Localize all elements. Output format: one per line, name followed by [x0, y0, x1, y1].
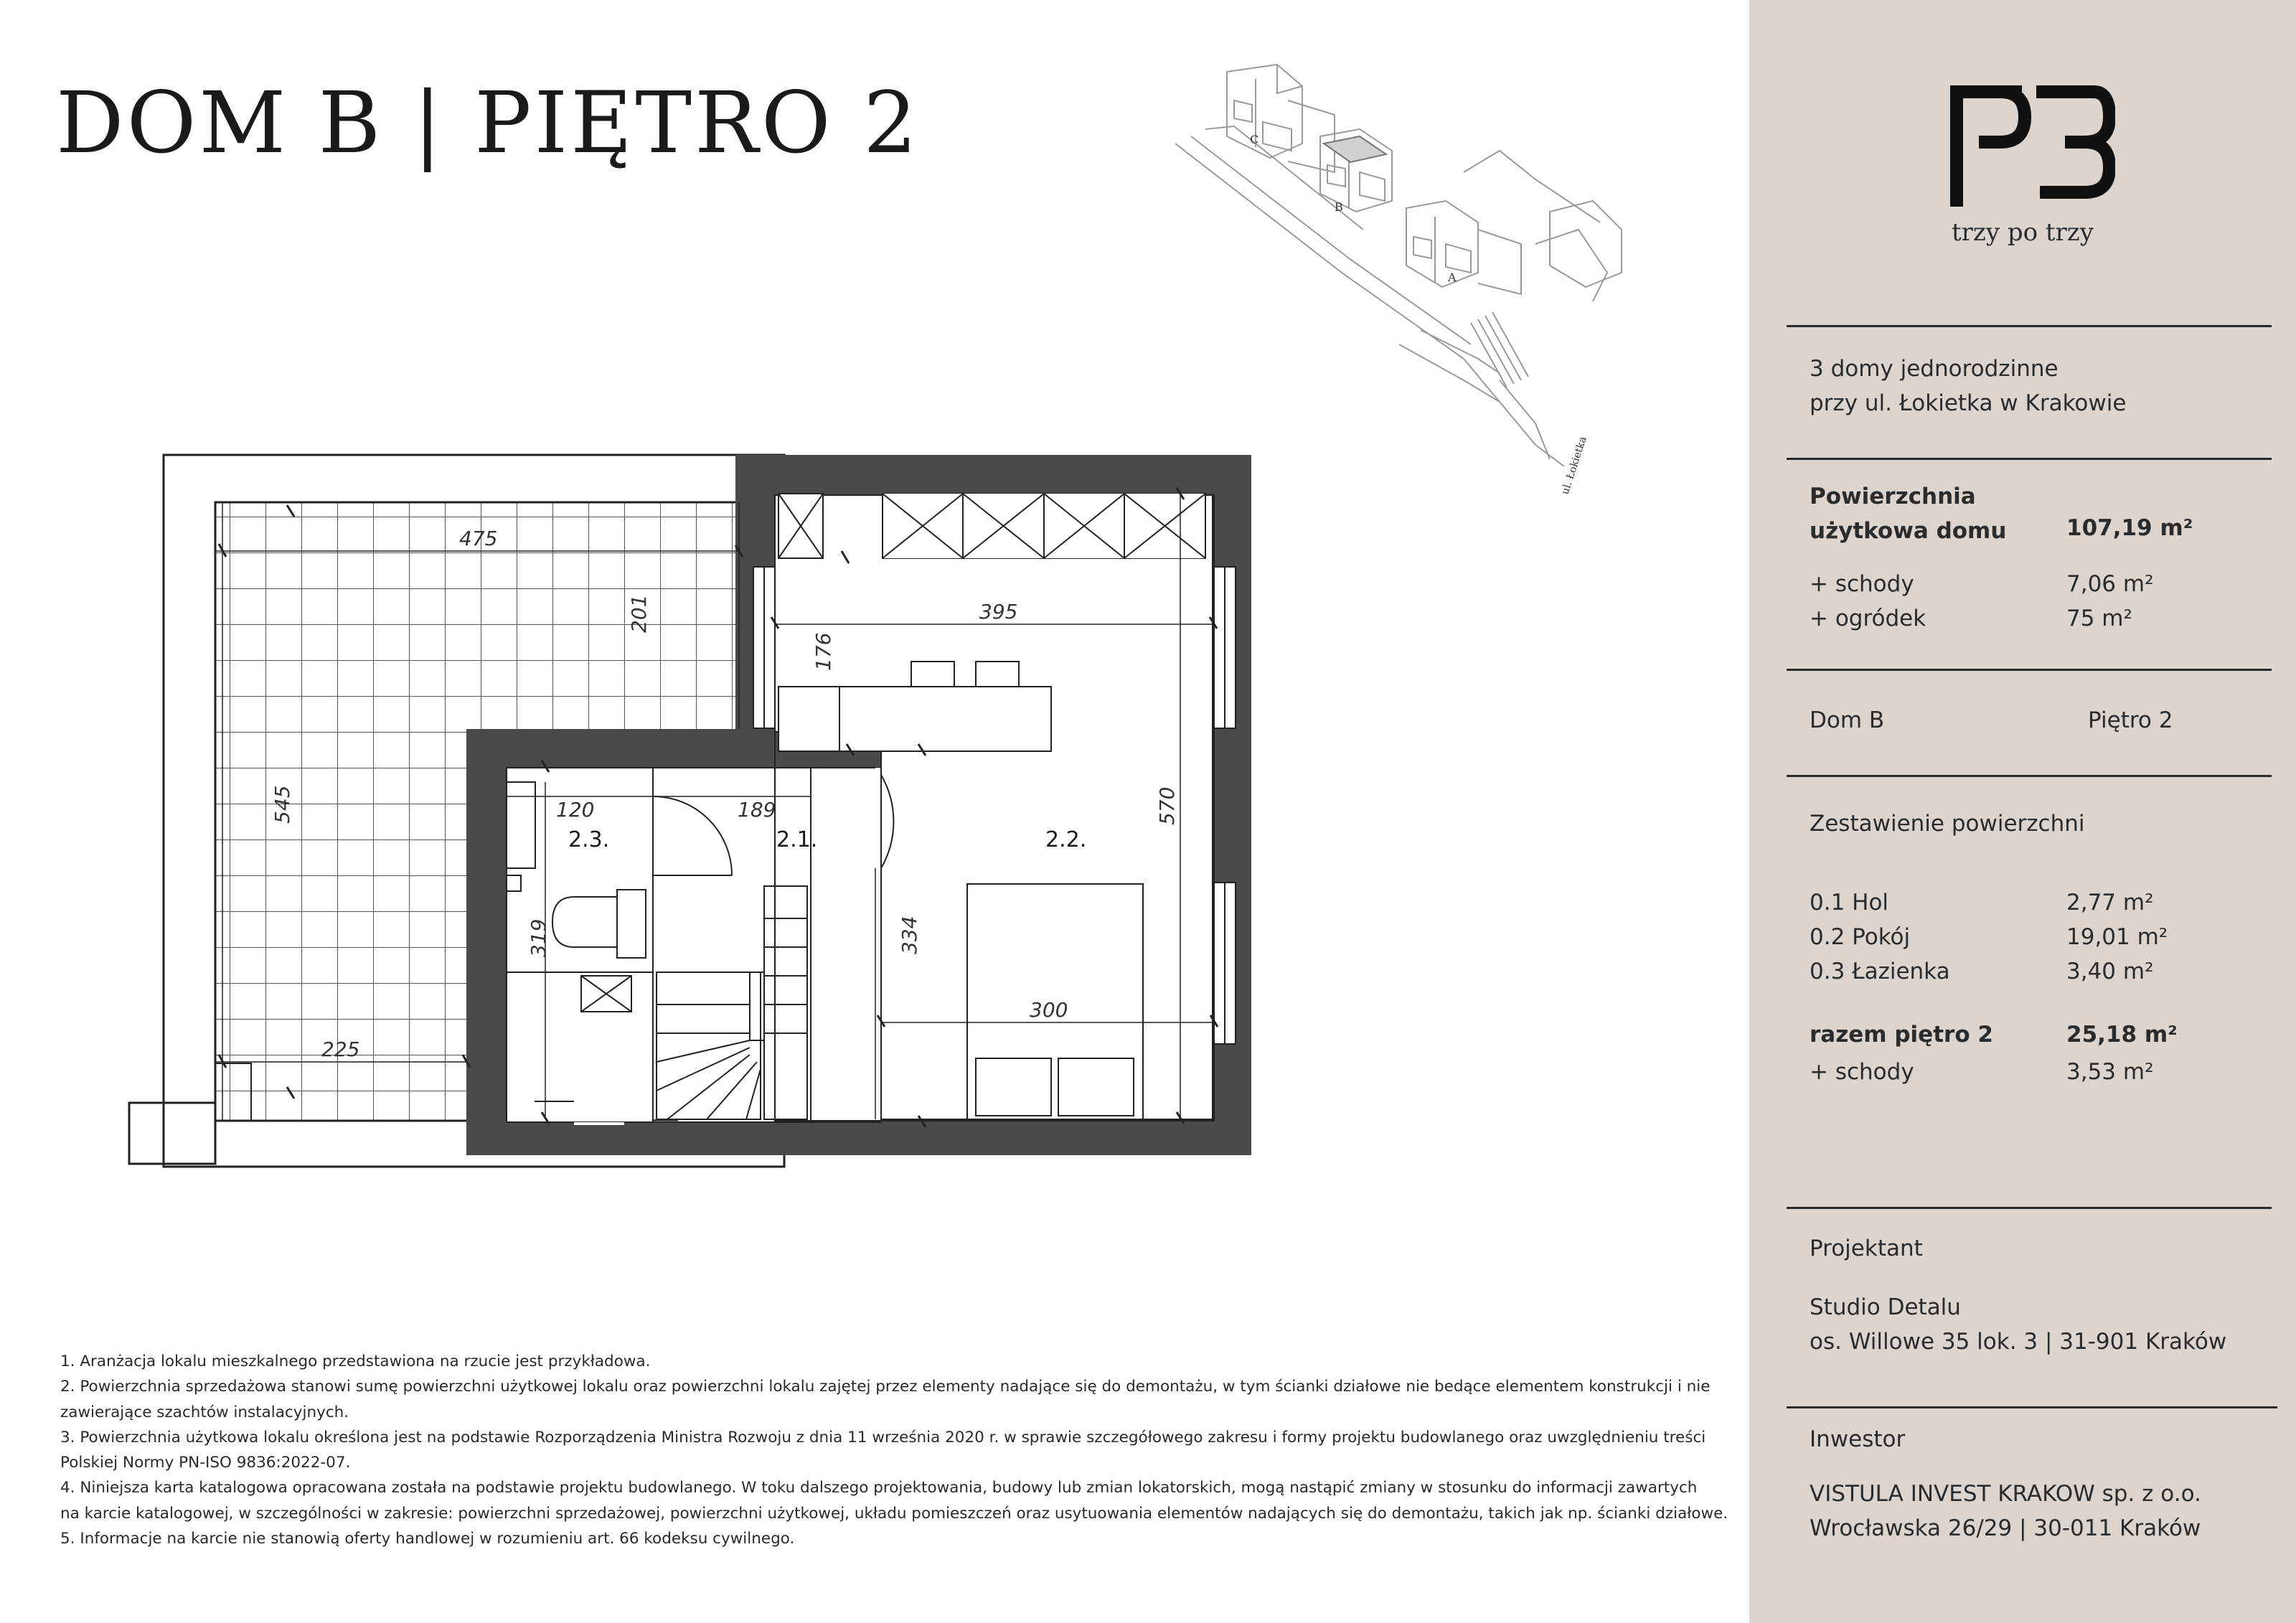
- room-area: 19,01 m²: [2066, 924, 2168, 950]
- dim-475: 475: [459, 527, 498, 550]
- note-line: na karcie katalogowej, w szczególności w zakresie: powierzchni sprzedażowej, powierzchni użytkowej, układu pomieszczeń oraz usytuowania elementów nadających się do demontażu, takich jak np. ścianki działowe.: [60, 1504, 1728, 1523]
- room-name: 0.1 Hol: [1810, 890, 1889, 916]
- room-label-2-3: 2.3.: [568, 827, 610, 852]
- designer-heading: Projektant: [1810, 1236, 1923, 1261]
- divider: [1787, 458, 2272, 460]
- house-label-a: A: [1448, 270, 1457, 284]
- footnotes: [60, 1349, 1728, 1551]
- room-area: 2,77 m²: [2066, 890, 2154, 916]
- room-label-2-2: 2.2.: [1045, 827, 1087, 852]
- divider: [1787, 669, 2272, 671]
- dim-225: 225: [321, 1038, 360, 1061]
- page-title: DOM B | PIĘTRO 2: [56, 73, 921, 172]
- floor-plan: [122, 445, 1270, 1170]
- note-line: 1. Aranżacja lokalu mieszkalnego przedstawiona na rzucie jest przykładowa.: [60, 1352, 651, 1370]
- designer-address: os. Willowe 35 lok. 3 | 31-901 Kraków: [1810, 1329, 2227, 1355]
- area-label-line-1: Powierzchnia: [1810, 484, 1976, 509]
- dim-570: 570: [1155, 786, 1179, 825]
- total-stairs-label: + schody: [1810, 1059, 1914, 1085]
- floor-label: Piętro 2: [2088, 707, 2173, 733]
- total-value: 25,18 m²: [2066, 1022, 2178, 1048]
- intro-line-1: 3 domy jednorodzinne: [1810, 356, 2059, 382]
- summary-heading: Zestawienie powierzchni: [1810, 811, 2085, 837]
- dim-189: 189: [738, 798, 776, 822]
- dim-201: 201: [627, 594, 651, 633]
- info-sidebar: [1749, 0, 2296, 1623]
- dim-176: 176: [811, 632, 835, 671]
- dim-300: 300: [1030, 998, 1068, 1022]
- divider: [1787, 1207, 2272, 1209]
- room-area: 3,40 m²: [2066, 959, 2154, 984]
- street-label: ul. Łokietka: [1559, 435, 1589, 497]
- brand-logo: [1950, 85, 2115, 214]
- site-plan-sketch: [1162, 57, 1665, 502]
- note-line: 2. Powierzchnia sprzedażowa stanowi sumę powierzchni użytkowej lokalu oraz powierzchni lokalu zajętej przez elementy nadające się do demontażu, w tym ścianki działowe nie bedące elementem konstrukcji i nie: [60, 1378, 1711, 1396]
- dim-334: 334: [898, 916, 921, 954]
- area-value: 107,19 m²: [2066, 515, 2193, 541]
- house-label-c: C: [1250, 133, 1259, 146]
- dim-545: 545: [270, 785, 294, 824]
- stairs-value: 7,06 m²: [2066, 571, 2154, 597]
- investor-name: VISTULA INVEST KRAKOW sp. z o.o.: [1810, 1481, 2201, 1507]
- dim-319: 319: [527, 918, 550, 957]
- room-name: 0.3 Łazienka: [1810, 959, 1950, 984]
- note-line: zawierające szachtów instalacyjnych.: [60, 1403, 349, 1421]
- house-label: Dom B: [1810, 707, 1885, 733]
- garden-label: + ogródek: [1810, 606, 1926, 631]
- house-label-b: B: [1335, 200, 1343, 214]
- stairs-label: + schody: [1810, 571, 1914, 597]
- brand-tagline: trzy po trzy: [1952, 218, 2094, 247]
- note-line: Polskiej Normy PN-ISO 9836:2022-07.: [60, 1454, 351, 1472]
- note-line: 5. Informacje na karcie nie stanowią oferty handlowej w rozumieniu art. 66 kodeksu cywilnego.: [60, 1529, 795, 1548]
- area-label-line-2: użytkowa domu: [1810, 518, 2007, 544]
- dim-395: 395: [979, 600, 1018, 624]
- divider: [1787, 775, 2272, 777]
- room-label-2-1: 2.1.: [776, 827, 818, 852]
- total-label: razem piętro 2: [1810, 1022, 1993, 1048]
- garden-value: 75 m²: [2066, 606, 2132, 631]
- note-line: 4. Niniejsza karta katalogowa opracowana została na podstawie projektu budowlanego. W toku dalszego projektowania, budowy lub zmian lokatorskich, mogą nastąpić zmiany w stosunku do informacji zawartych: [60, 1479, 1698, 1497]
- designer-name: Studio Detalu: [1810, 1294, 1961, 1320]
- divider: [1787, 325, 2272, 327]
- intro-line-2: przy ul. Łokietka w Krakowie: [1810, 390, 2127, 416]
- divider: [1787, 1406, 2277, 1408]
- investor-address: Wrocławska 26/29 | 30-011 Kraków: [1810, 1515, 2201, 1541]
- total-stairs-value: 3,53 m²: [2066, 1059, 2154, 1085]
- room-name: 0.2 Pokój: [1810, 924, 1911, 950]
- dim-120: 120: [556, 798, 595, 822]
- note-line: 3. Powierzchnia użytkowa lokalu określona jest na podstawie Rozporządzenia Ministra Rozwoju z dnia 11 września 2020 r. w sprawie szczegółowego zakresu i formy projektu budowlanego oraz uwzględnieniu treści: [60, 1428, 1706, 1446]
- investor-heading: Inwestor: [1810, 1426, 1906, 1452]
